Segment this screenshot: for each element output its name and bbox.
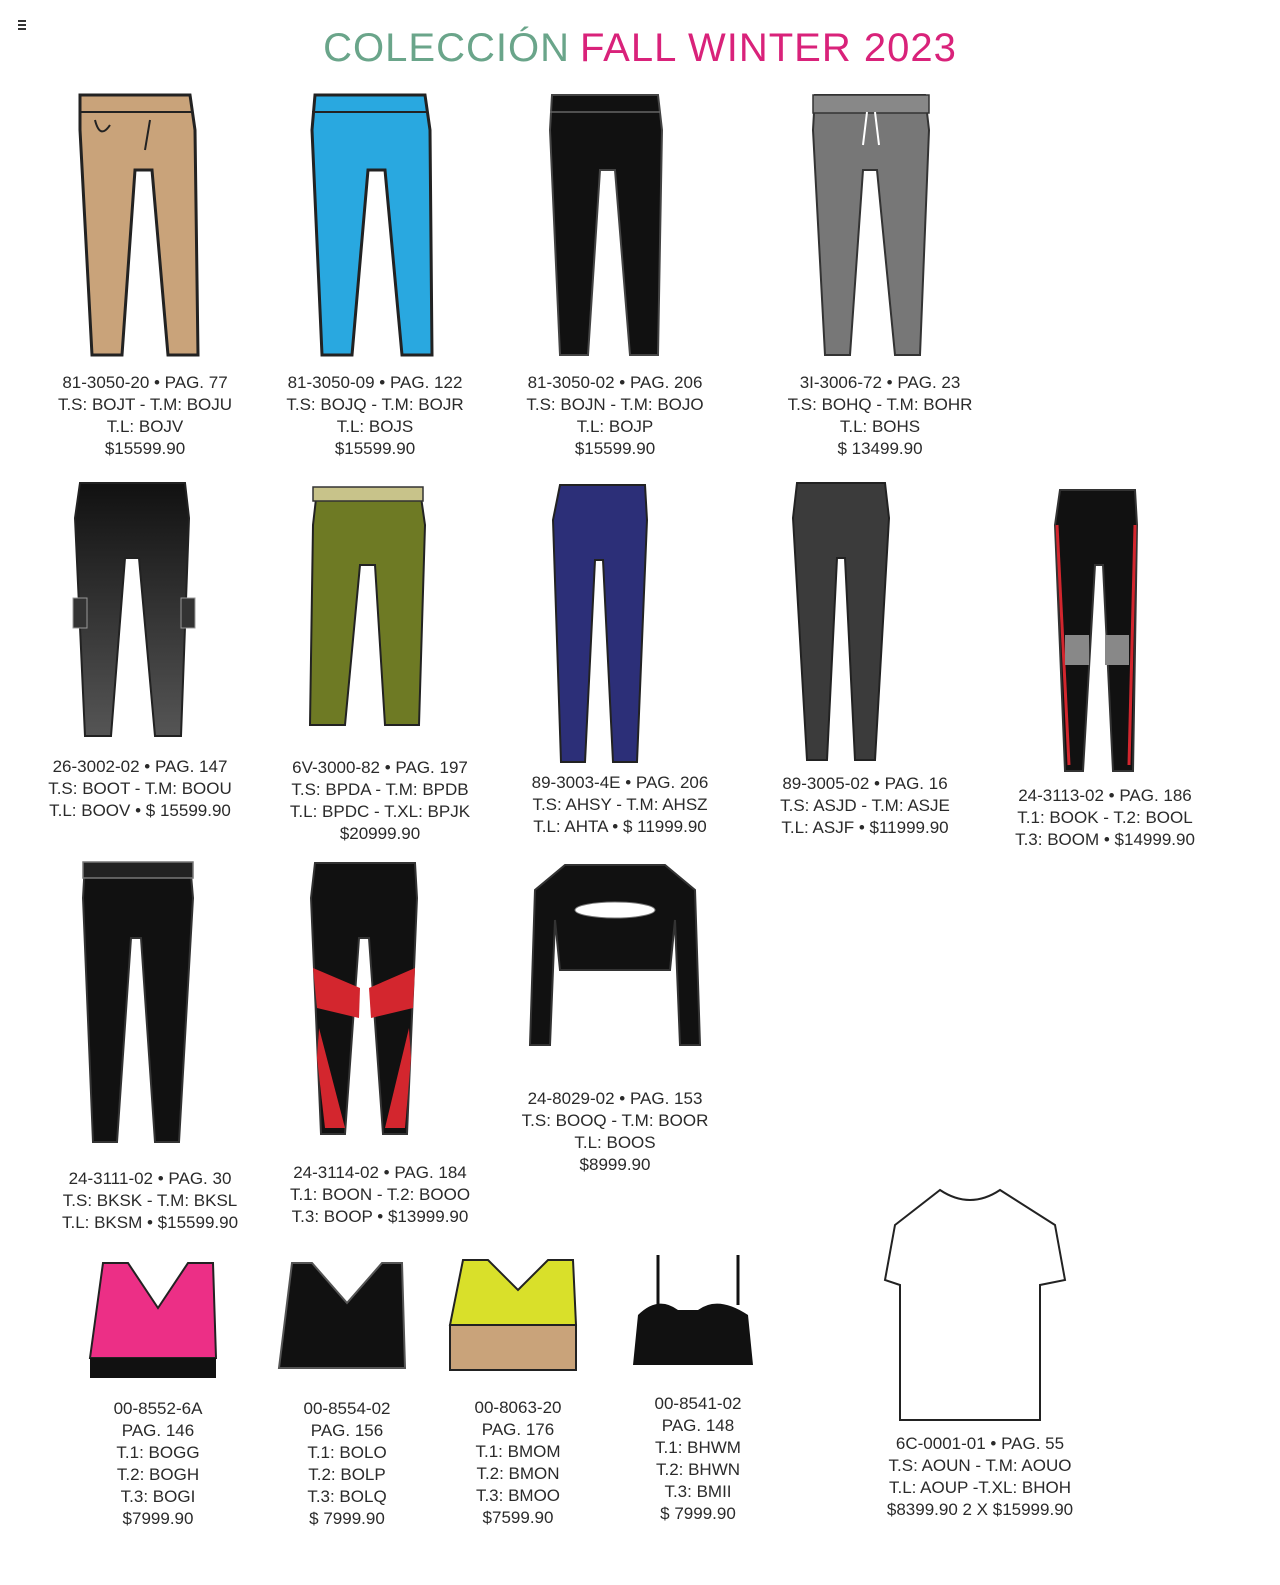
black-crop-top-icon — [525, 860, 705, 1050]
product-sizes: T.S: BOJQ - T.M: BOJR — [286, 395, 464, 414]
product-code: 24-3111-02 • PAG. 30 — [68, 1169, 232, 1188]
product-code: 00-8063-20 — [474, 1398, 562, 1417]
product-card[interactable] — [880, 1185, 1080, 1535]
product-size: T.1: BOGG — [116, 1443, 200, 1462]
product-code: 89-3005-02 • PAG. 16 — [782, 774, 948, 793]
product-price: T.3: BOOP • $13999.90 — [291, 1207, 469, 1226]
product-sizes: T.S: BOOT - T.M: BOOU — [48, 779, 232, 798]
product-sizes: T.S: BOJN - T.M: BOJO — [526, 395, 704, 414]
product-code: 00-8541-02 — [654, 1394, 742, 1413]
product-code: 00-8552-6A — [113, 1399, 203, 1418]
product-size: T.2: BMON — [476, 1464, 560, 1483]
product-size: T.1: BMOM — [475, 1442, 561, 1461]
product-sizes: T.L: BOJV — [106, 417, 184, 436]
product-sizes: T.S: BOHQ - T.M: BOHR — [787, 395, 973, 414]
product-code: 26-3002-02 • PAG. 147 — [52, 757, 228, 776]
product-card[interactable] — [521, 860, 709, 1180]
product-price: T.L: ASJF • $11999.90 — [781, 818, 949, 837]
charcoal-cargo-pants-icon — [55, 478, 225, 740]
product-card[interactable] — [787, 90, 973, 470]
product-sizes: T.S: BKSK - T.M: BKSL — [62, 1191, 238, 1210]
product-sizes: T.S: AOUN - T.M: AOUO — [888, 1456, 1072, 1475]
product-price: $7999.90 — [122, 1509, 194, 1528]
product-size: T.3: BOGI — [120, 1487, 196, 1506]
product-card[interactable] — [48, 478, 232, 838]
tan-pants-icon — [60, 90, 230, 360]
product-size: T.2: BHWN — [655, 1460, 741, 1479]
product-price: $ 13499.90 — [837, 439, 923, 458]
product-price: T.3: BOOM • $14999.90 — [1015, 830, 1195, 849]
product-card[interactable] — [289, 485, 471, 855]
product-sizes: T.S: ASJD - T.M: ASJE — [780, 796, 950, 815]
product-size: T.2: BOGH — [116, 1465, 200, 1484]
product-price: $ 7999.90 — [309, 1509, 385, 1528]
title-season: FALL WINTER 2023 — [579, 26, 957, 70]
grey-joggers-icon — [795, 90, 965, 360]
product-code: 3I-3006-72 • PAG. 23 — [799, 373, 961, 392]
product-page: PAG. 156 — [310, 1421, 384, 1440]
olive-cargo-pants-icon — [295, 485, 465, 735]
blue-pants-icon — [290, 90, 460, 360]
product-sizes: T.S: AHSY - T.M: AHSZ — [532, 795, 708, 814]
product-card[interactable] — [526, 90, 704, 470]
product-card[interactable] — [531, 480, 715, 850]
navy-jeggings-icon — [545, 480, 715, 765]
product-page: PAG. 176 — [481, 1420, 555, 1439]
product-code: 6C-0001-01 • PAG. 55 — [895, 1434, 1065, 1453]
product-code: 24-3114-02 • PAG. 184 — [293, 1163, 467, 1182]
product-sizes: T.L: BOJS — [336, 417, 414, 436]
product-card[interactable] — [57, 90, 233, 470]
product-size: T.1: BOLO — [307, 1443, 387, 1462]
product-sizes: T.S: BPDA - T.M: BPDB — [291, 780, 469, 799]
product-code: 81-3050-02 • PAG. 206 — [527, 373, 703, 392]
product-code: 00-8554-02 — [303, 1399, 391, 1418]
product-card[interactable] — [88, 1258, 228, 1548]
product-card[interactable] — [277, 1258, 417, 1548]
product-card[interactable] — [286, 90, 464, 470]
product-code: 6V-3000-82 • PAG. 197 — [292, 758, 468, 777]
product-price: $ 7999.90 — [660, 1504, 736, 1523]
product-page: PAG. 146 — [121, 1421, 195, 1440]
product-page: PAG. 148 — [661, 1416, 735, 1435]
product-price: $8999.90 — [579, 1155, 651, 1174]
product-sizes: T.L: BPDC - T.XL: BPJK — [289, 802, 471, 821]
product-size: T.3: BOLQ — [307, 1487, 387, 1506]
black-red-stripe-leggings-icon — [1025, 485, 1195, 775]
product-price: $15599.90 — [574, 439, 656, 458]
product-size: T.3: BMII — [664, 1482, 732, 1501]
product-price: $15599.90 — [334, 439, 416, 458]
product-price: $7599.90 — [482, 1508, 554, 1527]
product-card[interactable] — [289, 858, 475, 1238]
black-sports-bra-icon — [277, 1258, 417, 1388]
product-size: T.3: BMOO — [475, 1486, 561, 1505]
product-card[interactable] — [61, 858, 239, 1238]
product-size: T.2: BOLP — [308, 1465, 386, 1484]
black-red-joggers-icon — [305, 858, 475, 1138]
pink-sports-bra-icon — [88, 1258, 228, 1388]
charcoal-leggings-icon — [785, 478, 955, 763]
black-bralette-icon — [628, 1255, 768, 1385]
white-tshirt-icon — [880, 1185, 1080, 1425]
product-code: 24-3113-02 • PAG. 186 — [1018, 786, 1192, 805]
product-card[interactable] — [628, 1255, 768, 1545]
product-code: 24-8029-02 • PAG. 153 — [527, 1089, 703, 1108]
lime-sports-bra-icon — [448, 1255, 588, 1385]
product-price: $8399.90 2 X $15999.90 — [886, 1500, 1074, 1519]
title-coleccion: COLECCIÓN — [323, 26, 570, 70]
page-title — [0, 26, 1280, 71]
product-code: 89-3003-4E • PAG. 206 — [531, 773, 709, 792]
product-price: $15599.90 — [104, 439, 186, 458]
product-sizes: T.L: BOHS — [839, 417, 921, 436]
product-code: 81-3050-20 • PAG. 77 — [62, 373, 228, 392]
black-joggers-icon — [65, 858, 235, 1146]
product-card[interactable] — [780, 478, 955, 848]
product-price: $20999.90 — [339, 824, 421, 843]
product-sizes: T.1: BOON - T.2: BOOO — [289, 1185, 471, 1204]
product-sizes: T.L: BOJP — [576, 417, 654, 436]
product-sizes: T.1: BOOK - T.2: BOOL — [1017, 808, 1193, 827]
product-code: 81-3050-09 • PAG. 122 — [287, 373, 463, 392]
product-sizes: T.S: BOJT - T.M: BOJU — [57, 395, 233, 414]
product-price: T.L: BOOV • $ 15599.90 — [49, 801, 231, 820]
product-sizes: T.L: AOUP -T.XL: BHOH — [888, 1478, 1072, 1497]
product-size: T.1: BHWM — [655, 1438, 741, 1457]
product-card[interactable] — [1015, 485, 1195, 855]
product-price: T.L: BKSM • $15599.90 — [61, 1213, 239, 1232]
black-pants-icon — [530, 90, 700, 360]
product-price: T.L: AHTA • $ 11999.90 — [533, 817, 707, 836]
product-sizes: T.S: BOOQ - T.M: BOOR — [521, 1111, 709, 1130]
product-sizes: T.L: BOOS — [574, 1133, 656, 1152]
product-card[interactable] — [448, 1255, 588, 1545]
